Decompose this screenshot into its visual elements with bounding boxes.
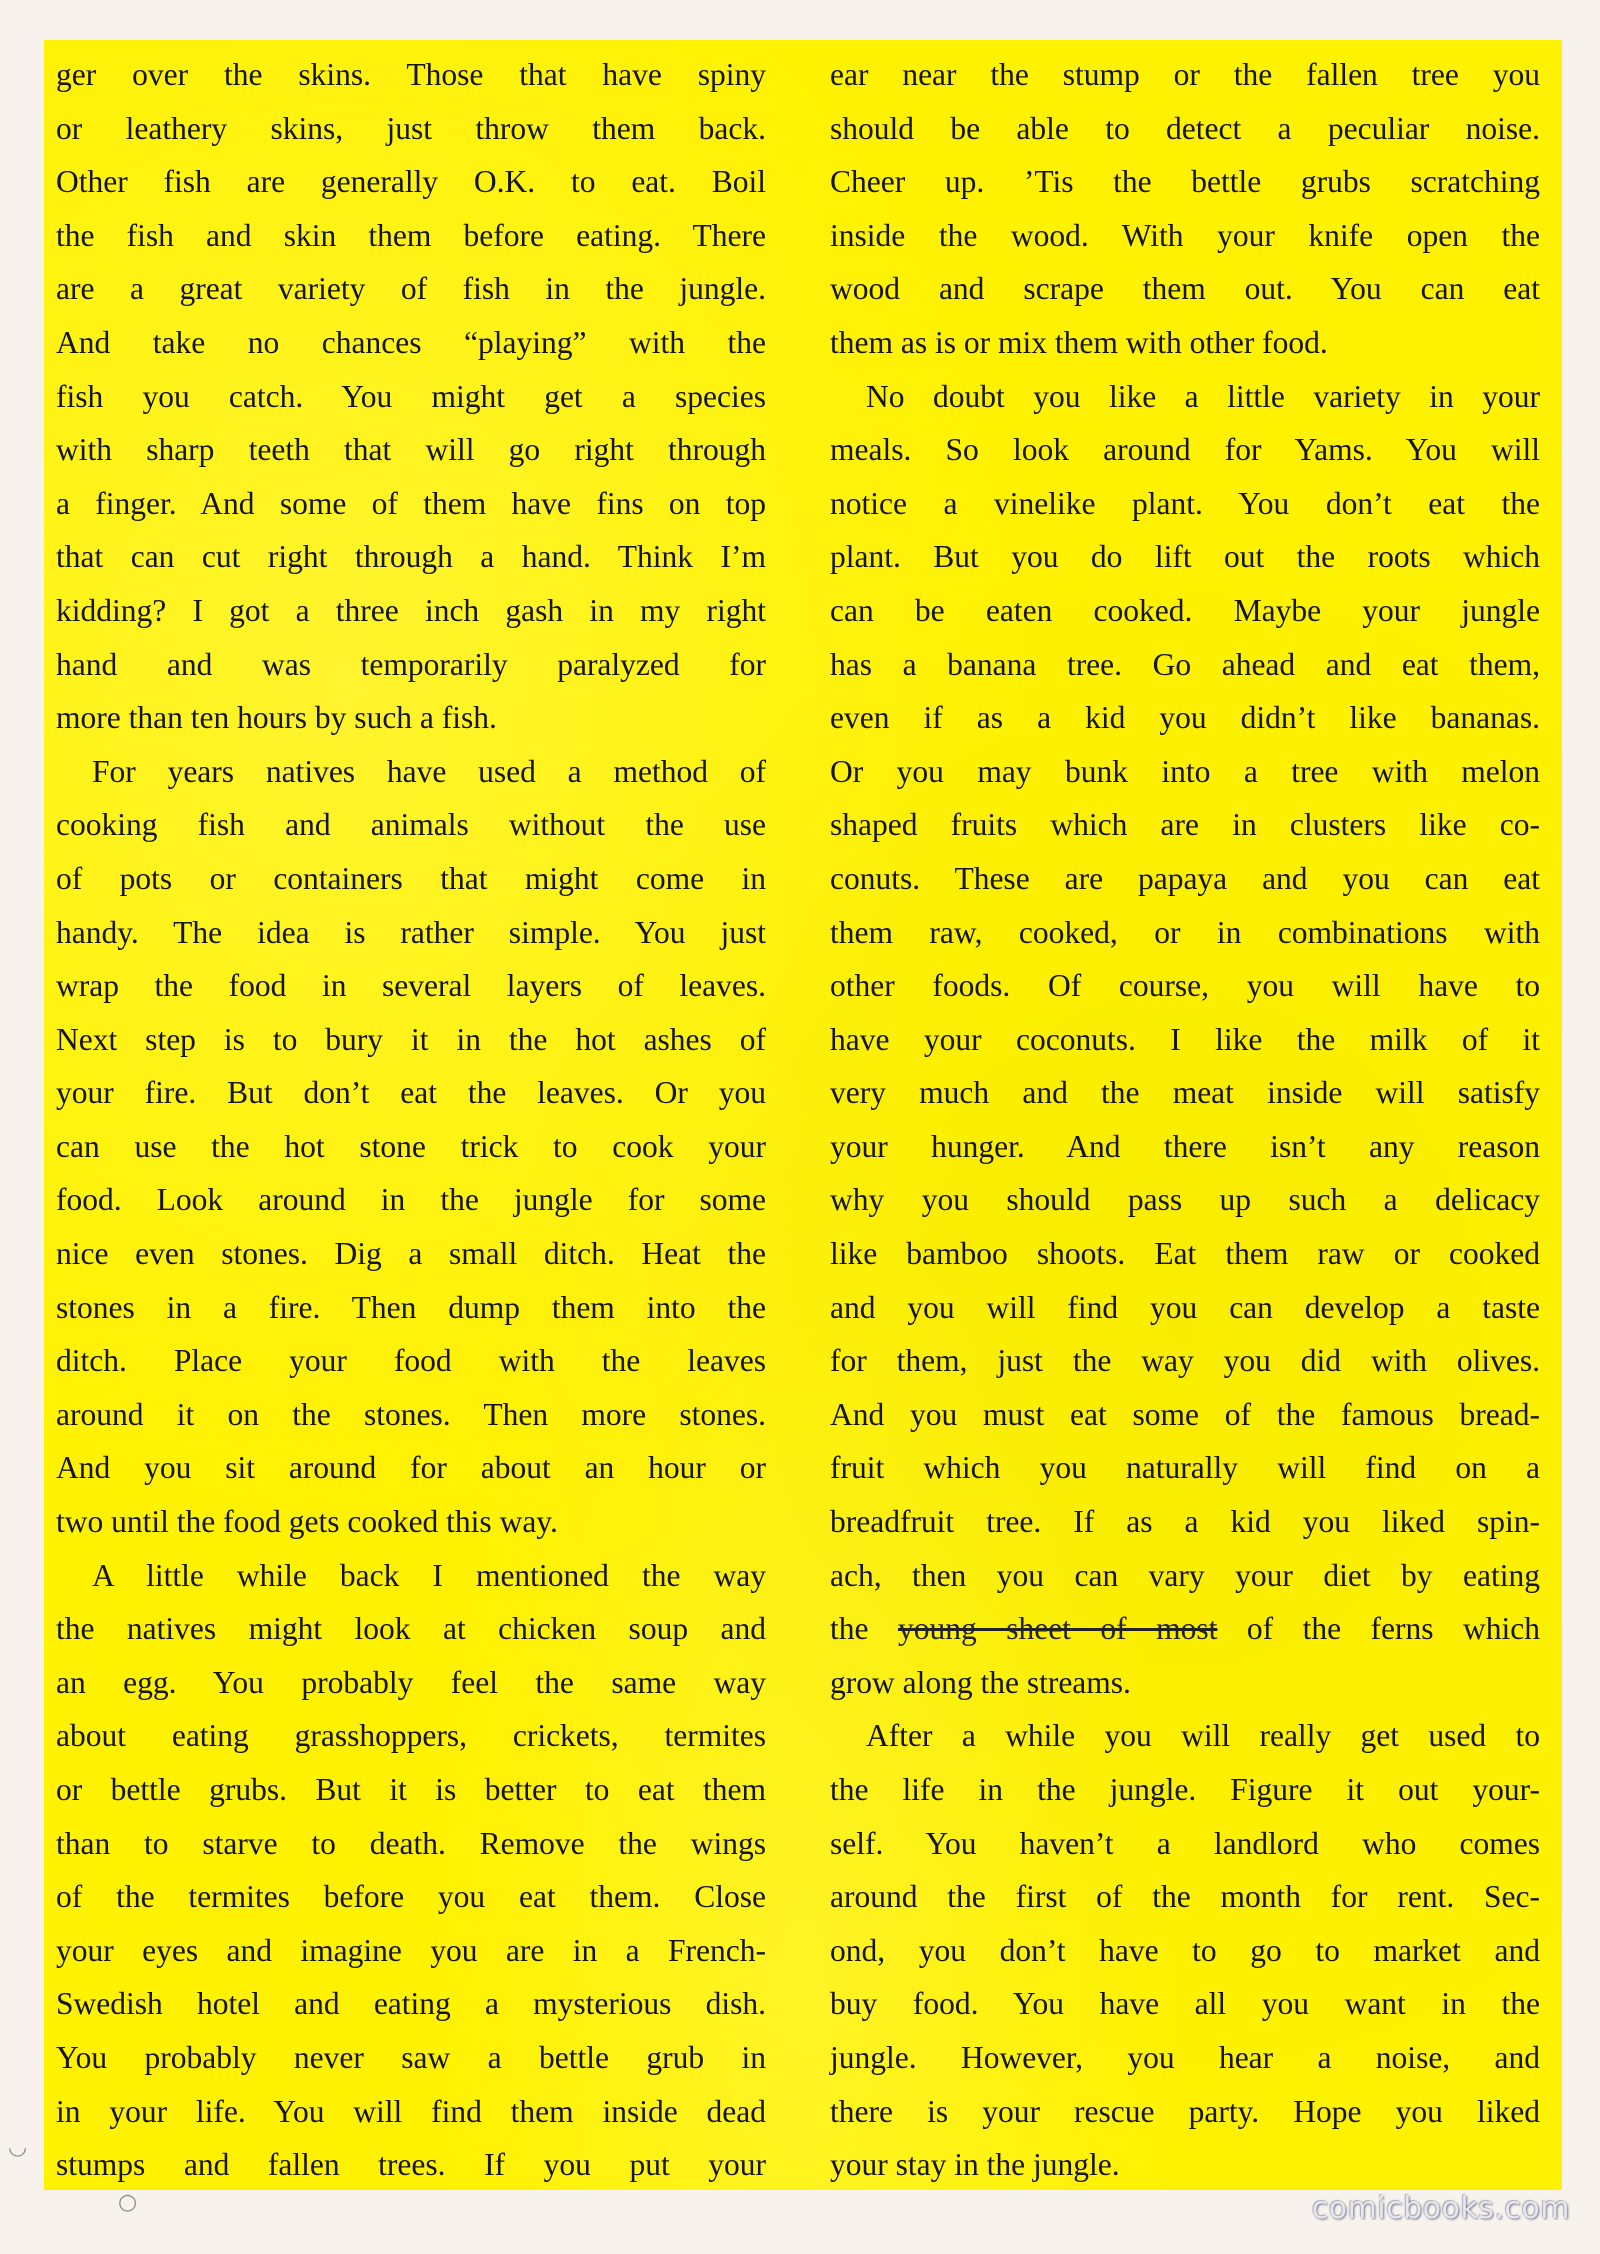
text-line: jungle. However, you hear a noise, and bbox=[830, 2039, 1540, 2075]
text-line: kidding? I got a three inch gash in my right bbox=[56, 592, 766, 628]
text-line: more than ten hours by such a fish. bbox=[56, 700, 497, 736]
text-line: in your life. You will find them inside dead bbox=[56, 2093, 766, 2129]
text-line: buy food. You have all you want in the bbox=[830, 1986, 1540, 2022]
text-line: Or you may bunk into a tree with melon bbox=[830, 753, 1540, 789]
text-line: very much and the meat inside will satisfy bbox=[830, 1075, 1540, 1111]
text-line: them raw, cooked, or in combinations with bbox=[830, 914, 1540, 950]
text-line: ditch. Place your food with the leaves bbox=[56, 1343, 766, 1379]
text-line: your fire. But don’t eat the leaves. Or you bbox=[56, 1075, 766, 1111]
text-line: food. Look around in the jungle for some bbox=[56, 1182, 766, 1218]
text-line: conuts. These are papaya and you can eat bbox=[830, 860, 1540, 896]
text-line: wrap the food in several layers of leaves. bbox=[56, 968, 766, 1004]
yellow-text-page bbox=[44, 40, 1562, 2190]
scan-speck: ◡ bbox=[8, 2135, 28, 2160]
text-line: stumps and fallen trees. If you put your bbox=[56, 2147, 766, 2183]
text-line: has a banana tree. Go ahead and eat them, bbox=[830, 646, 1540, 682]
text-line: why you should pass up such a delicacy bbox=[830, 1182, 1540, 1218]
text-line: After a while you will really get used to bbox=[866, 1718, 1540, 1754]
text-line: even if as a kid you didn’t like bananas. bbox=[830, 700, 1540, 736]
text-line: inside the wood. With your knife open the bbox=[830, 217, 1540, 253]
text-line: the life in the jungle. Figure it out your- bbox=[830, 1772, 1540, 1807]
text-line: have your coconuts. I like the milk of it bbox=[830, 1021, 1540, 1057]
text-line: your eyes and imagine you are in a French- bbox=[56, 1932, 766, 1968]
text-line: that can cut right through a hand. Think I’m bbox=[56, 539, 766, 575]
text-line: fish you catch. You might get a species bbox=[56, 378, 766, 414]
left-column bbox=[56, 48, 766, 2192]
text-line: notice a vinelike plant. You don’t eat the bbox=[830, 485, 1540, 521]
text-line: your stay in the jungle. bbox=[830, 2147, 1120, 2183]
text-line: of the termites before you eat them. Close bbox=[56, 1879, 766, 1915]
text-line: about eating grasshoppers, crickets, termites bbox=[56, 1718, 766, 1754]
text-line: two until the food gets cooked this way. bbox=[56, 1504, 558, 1540]
text-line: are a great variety of fish in the jungle. bbox=[56, 271, 766, 307]
text-line: stones in a fire. Then dump them into the bbox=[56, 1289, 766, 1325]
text-line: breadfruit tree. If as a kid you liked spin- bbox=[830, 1504, 1540, 1540]
text-line: ear near the stump or the fallen tree you bbox=[830, 57, 1540, 92]
text-line: like bamboo shoots. Eat them raw or cooked bbox=[830, 1236, 1540, 1272]
text-line: ach, then you can vary your diet by eating bbox=[830, 1557, 1540, 1593]
scan-speck: ○ bbox=[118, 2190, 138, 2215]
text-line: fruit which you naturally will find on a bbox=[830, 1450, 1540, 1486]
text-line: grow along the streams. bbox=[830, 1664, 1131, 1700]
text-line: an egg. You probably feel the same way bbox=[56, 1664, 766, 1700]
text-line: meals. So look around for Yams. You will bbox=[830, 432, 1540, 468]
text-line: A little while back I mentioned the way bbox=[92, 1557, 766, 1593]
text-line: And you sit around for about an hour or bbox=[56, 1450, 766, 1486]
text-line: the fish and skin them before eating. There bbox=[56, 217, 766, 253]
text-fragment: of the ferns which bbox=[1246, 1611, 1540, 1647]
text-line: other foods. Of course, you will have to bbox=[830, 968, 1540, 1004]
text-line: can use the hot stone trick to cook your bbox=[56, 1128, 766, 1164]
text-line: of pots or containers that might come in bbox=[56, 860, 766, 896]
text-line: and you will find you can develop a taste bbox=[830, 1289, 1540, 1325]
text-line: a finger. And some of them have fins on top bbox=[56, 485, 766, 521]
text-line: nice even stones. Dig a small ditch. Heat the bbox=[56, 1236, 766, 1272]
text-line: can be eaten cooked. Maybe your jungle bbox=[830, 592, 1540, 628]
text-line: should be able to detect a peculiar noise. bbox=[830, 110, 1540, 146]
text-line: self. You haven’t a landlord who comes bbox=[830, 1825, 1540, 1861]
text-line: plant. But you do lift out the roots which bbox=[830, 539, 1540, 575]
text-line: them as is or mix them with other food. bbox=[830, 324, 1328, 360]
watermark: comicbooks.com bbox=[1311, 2191, 1570, 2226]
right-column bbox=[830, 48, 1540, 2192]
struck-through-text: young sheet of most bbox=[897, 1611, 1218, 1647]
text-line: with sharp teeth that will go right through bbox=[56, 432, 766, 468]
text-line: Swedish hotel and eating a mysterious dish. bbox=[56, 1986, 766, 2022]
text-line: cooking fish and animals without the use bbox=[56, 807, 766, 843]
text-line: around it on the stones. Then more stones. bbox=[56, 1396, 766, 1432]
text-line: ger over the skins. Those that have spiny bbox=[56, 57, 766, 92]
text-line: For years natives have used a method of bbox=[92, 753, 766, 789]
text-line: And you must eat some of the famous bread- bbox=[830, 1396, 1540, 1432]
text-line: And take no chances “playing” with the bbox=[56, 324, 766, 360]
text-line: ond, you don’t have to go to market and bbox=[830, 1932, 1540, 1968]
text-line: there is your rescue party. Hope you liked bbox=[830, 2093, 1540, 2129]
text-line: You probably never saw a bettle grub in bbox=[56, 2039, 766, 2075]
text-line: than to starve to death. Remove the wings bbox=[56, 1825, 766, 1861]
text-line: or leathery skins, just throw them back. bbox=[56, 110, 766, 146]
text-line: wood and scrape them out. You can eat bbox=[830, 271, 1540, 307]
text-line: Other fish are generally O.K. to eat. Boil bbox=[56, 164, 766, 200]
text-line-with-strikeout bbox=[830, 1602, 1540, 1656]
text-line: hand and was temporarily paralyzed for bbox=[56, 646, 766, 682]
text-line: around the first of the month for rent. Sec- bbox=[830, 1879, 1540, 1915]
text-line: Cheer up. ’Tis the bettle grubs scratching bbox=[830, 164, 1540, 200]
text-line: Next step is to bury it in the hot ashes of bbox=[56, 1021, 766, 1057]
text-line: handy. The idea is rather simple. You just bbox=[56, 914, 766, 950]
text-line: shaped fruits which are in clusters like co- bbox=[830, 807, 1540, 843]
text-fragment: the bbox=[830, 1611, 869, 1647]
text-line: the natives might look at chicken soup and bbox=[56, 1611, 766, 1647]
text-line: or bettle grubs. But it is better to eat them bbox=[56, 1772, 766, 1807]
text-line: for them, just the way you did with olives. bbox=[830, 1343, 1540, 1379]
text-line: your hunger. And there isn’t any reason bbox=[830, 1128, 1540, 1164]
text-line: No doubt you like a little variety in your bbox=[866, 378, 1540, 414]
